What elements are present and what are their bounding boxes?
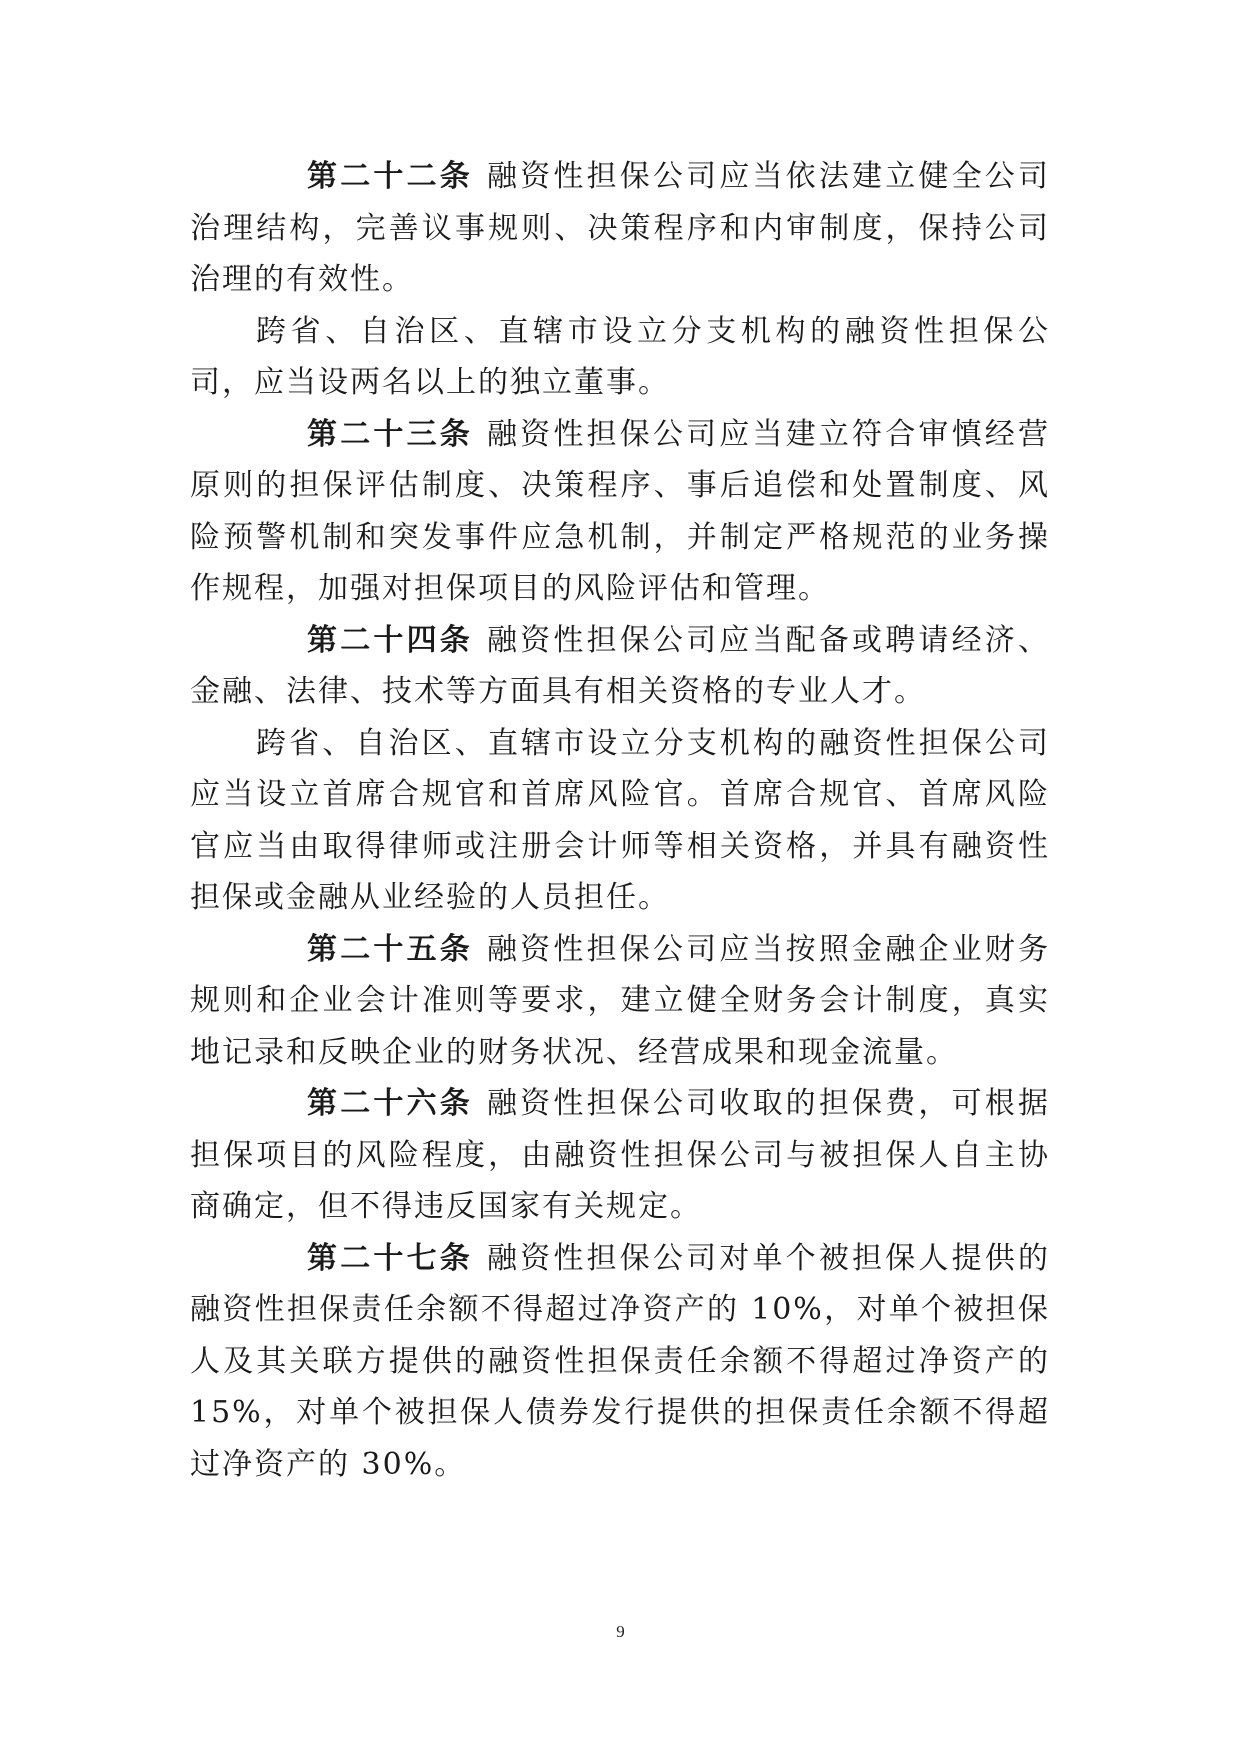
article-number: 第二十七条: [307, 1240, 473, 1276]
paragraph-article-24: [190, 615, 1050, 718]
paragraph-article-27: [190, 1233, 1050, 1491]
article-number: 第二十五条: [307, 931, 473, 967]
paragraph-article-22-clause-2: [190, 306, 1050, 409]
document-body: [190, 151, 1050, 1490]
paragraph-text: 融资性担保公司应当配备或聘请经济、金融、法律、技术等方面具有相关资格的专业人才。: [190, 622, 1051, 709]
article-number: 第二十六条: [307, 1086, 473, 1121]
paragraph-text: 融资性担保公司应当建立符合审慎经营原则的担保评估制度、决策程序、事后追偿和处置制度、风险预警机制和突发事件应急机制，并制定严格规范的业务操作规程，加强对担保项目的风险评估和管理。: [190, 416, 1051, 606]
paragraph-text: 跨省、自治区、直辖市设立分支机构的融资性担保公司应当设立首席合规官和首席风险官。首席合规官、首席风险官应当由取得律师或注册会计师等相关资格，并具有融资性担保或金融从业经验的人员担任。: [190, 725, 1050, 915]
paragraph-article-23: [190, 409, 1050, 615]
paragraph-article-26: [190, 1078, 1050, 1233]
page-number: 9: [616, 1622, 625, 1641]
article-number: 第二十三条: [307, 416, 473, 452]
paragraph-article-22: [190, 151, 1050, 306]
paragraph-text: 融资性担保公司应当依法建立健全公司治理结构，完善议事规则、决策程序和内审制度，保持公司治理的有效性。: [190, 159, 1051, 297]
paragraph-text: 融资性担保公司应当按照金融企业财务规则和企业会计准则等要求，建立健全财务会计制度，真实地记录和反映企业的财务状况、经营成果和现金流量。: [190, 931, 1051, 1070]
paragraph-text: 跨省、自治区、直辖市设立分支机构的融资性担保公司，应当设两名以上的独立董事。: [190, 313, 1050, 400]
article-number: 第二十二条: [307, 159, 473, 194]
paragraph-article-24-clause-2: [190, 718, 1050, 924]
article-number: 第二十四条: [307, 622, 473, 658]
paragraph-text: 融资性担保公司对单个被担保人提供的融资性担保责任余额不得超过净资产的 10%，对单个被担保人及其关联方提供的融资性担保责任余额不得超过净资产的 15%，对单个被担保人债券发行提供的担保责任余额不得超过净资产的 30%。: [190, 1240, 1051, 1482]
paragraph-article-25: [190, 924, 1050, 1079]
paragraph-text: 融资性担保公司收取的担保费，可根据担保项目的风险程度，由融资性担保公司与被担保人自主协商确定，但不得违反国家有关规定。: [190, 1086, 1051, 1224]
